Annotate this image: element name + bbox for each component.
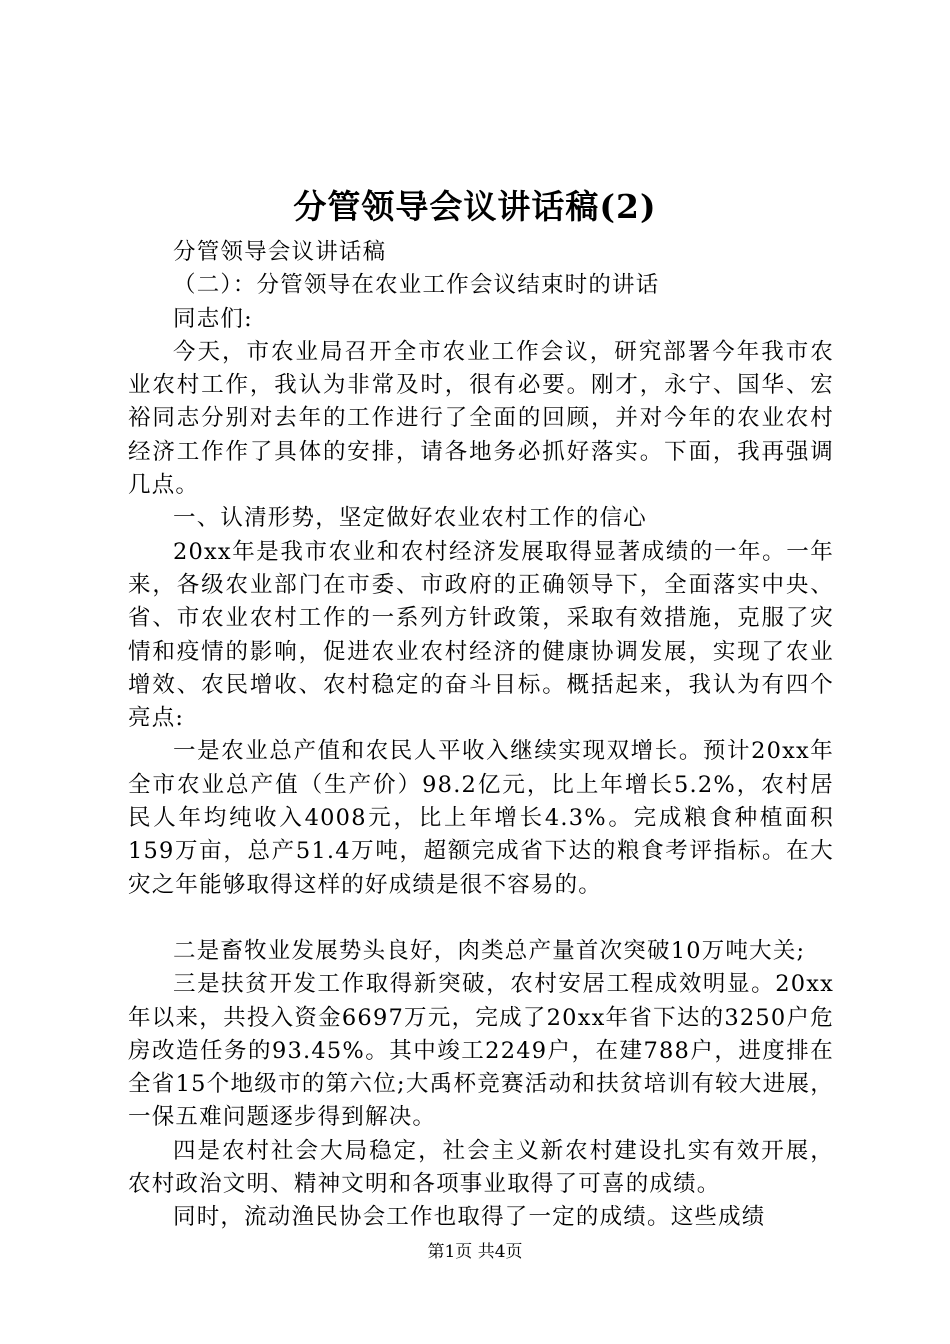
paragraph-highlight-two: 二是畜牧业发展势头良好，肉类总产量首次突破10万吨大关; bbox=[173, 937, 806, 964]
paragraph-year-summary: 20xx年是我市农业和农村经济发展取得显著成绩的一年。一年来，各级农业部门在市委、市政府的正确领导下，全面落实中央、省、市农业农村工作的一系列方针政策，采取有效措施，克服了灾情和疫情的影响，促进农业农村经济的健康协调发展，实现了农业增效、农民增收、农村稳定的奋斗目标。概括起来，我认为有四个亮点: bbox=[128, 538, 834, 732]
paragraph-salutation: 同志们: bbox=[173, 305, 253, 332]
paragraph-highlight-one: 一是农业总产值和农民人平收入继续实现双增长。预计20xx年全市农业总产值（生产价）98.2亿元，比上年增长5.2%，农村居民人年均纯收入4008元，比上年增长4.3%。完成粮食种植面积159万亩，总产51.4万吨，超额完成省下达的粮食考评指标。在大灾之年能够取得这样的好成绩是很不容易的。 bbox=[128, 738, 834, 898]
document-title: 分管领导会议讲话稿(2) bbox=[293, 187, 657, 226]
page-number-footer: 第1页 共4页 bbox=[427, 1242, 523, 1262]
paragraph-highlight-three: 三是扶贫开发工作取得新突破，农村安居工程成效明显。20xx年以来，共投入资金6697万元，完成了20xx年省下达的3250户危房改造任务的93.45%。其中竣工2249户，在建788户，进度排在全省15个地级市的第六位;大禹杯竞赛活动和扶贫培训有较大进展，一保五难问题逐步得到解决。 bbox=[128, 971, 834, 1131]
paragraph-highlight-four: 四是农村社会大局稳定，社会主义新农村建设扎实有效开展，农村政治文明、精神文明和各项事业取得了可喜的成绩。 bbox=[128, 1137, 834, 1198]
paragraph-subtitle: 分管领导会议讲话稿 bbox=[173, 239, 387, 265]
paragraph-intro: 今天，市农业局召开全市农业工作会议，研究部署今年我市农业农村工作，我认为非常及时，很有必要。刚才，永宁、国华、宏裕同志分别对去年的工作进行了全面的回顾，并对今年的农业农村经济工作作了具体的安排，请各地务必抓好落实。下面，我再强调几点。 bbox=[128, 338, 834, 499]
paragraph-section-heading: （二）：分管领导在农业工作会议结束时的讲话 bbox=[173, 272, 660, 299]
document-body bbox=[128, 236, 834, 1235]
paragraph-continuation: 同时，流动渔民协会工作也取得了一定的成绩。这些成绩 bbox=[173, 1204, 766, 1231]
paragraph-heading-one: 一、认清形势，坚定做好农业农村工作的信心 bbox=[173, 505, 648, 532]
